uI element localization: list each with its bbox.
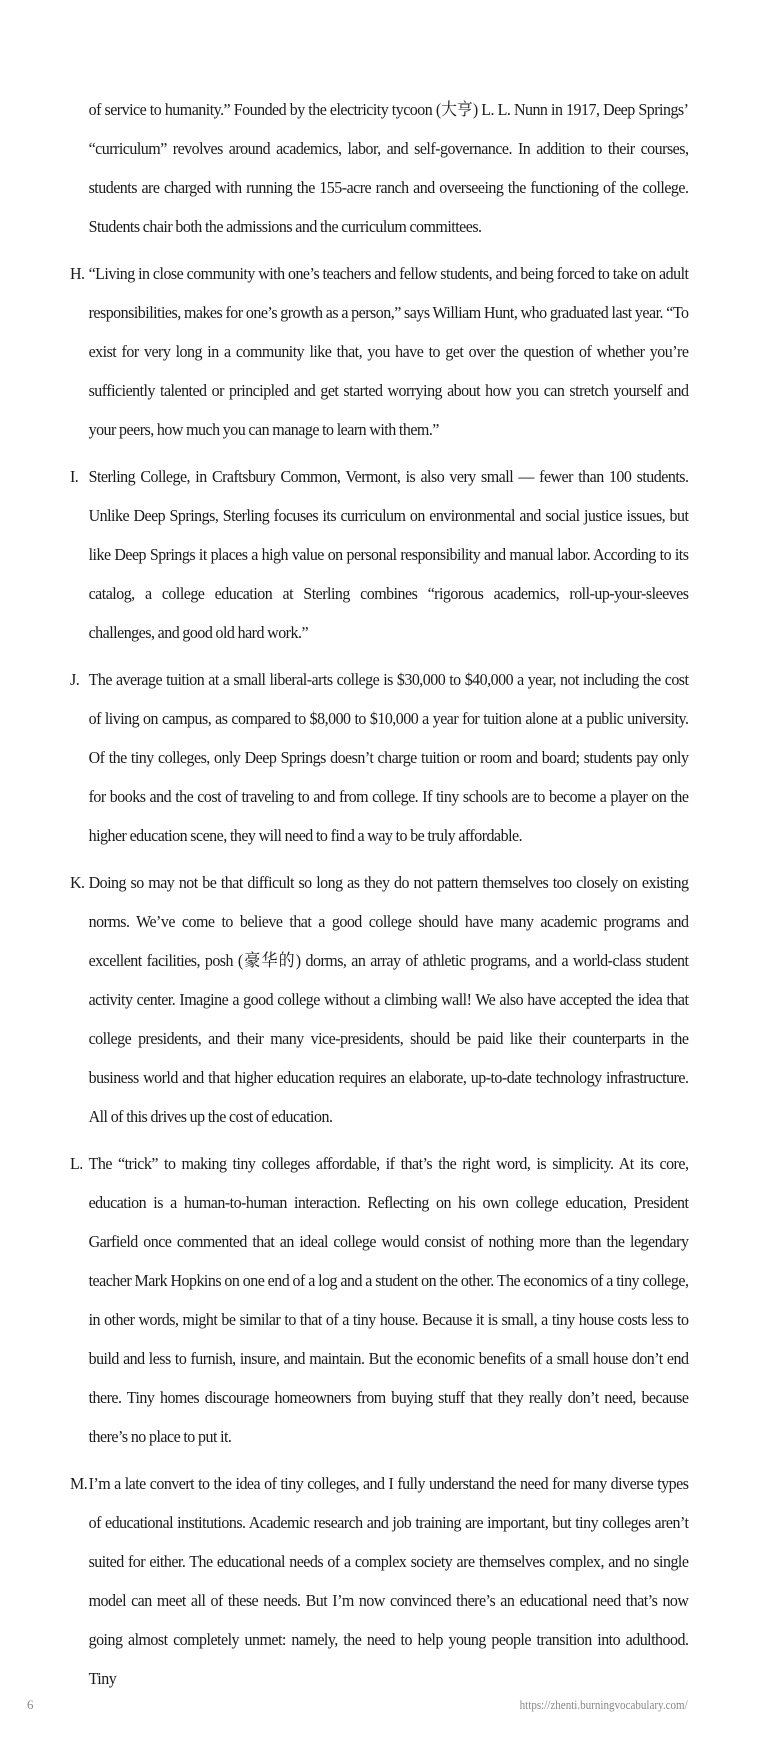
paragraph-label: L. (70, 1154, 83, 1173)
paragraph-j (70, 660, 688, 855)
paragraph-text: I’m a late convert to the idea of tiny colleges, and I fully understand the need for many diverse types of educational institutions. Academic research and job training are important, but tiny colleges aren’t suited for either. The educational needs of a complex society are themselves complex, and no single model can meet all of these needs. But I’m now convinced there’s an educational need that’s now going almost completely unmet: namely, the need to help young people transition into adulthood. Tiny (88, 1474, 689, 1688)
paragraph-label: M. (70, 1474, 88, 1493)
paragraph-text: The average tuition at a small liberal-arts college is $30,000 to $40,000 a year, not including the cost of living on campus, as compared to $8,000 to $10,000 a year for tuition alone at a public university. Of the tiny colleges, only Deep Springs doesn’t charge tuition or room and board; students pay only for books and the cost of traveling to and from college. If tiny schools are to become a player on the higher education scene, they will need to find a way to be truly affordable. (88, 670, 689, 845)
paragraph-label: J. (70, 670, 80, 689)
paragraph-text: Doing so may not be that difficult so long as they do not pattern themselves too closely on existing norms. We’ve come to believe that a good college should have many academic programs and excellent facilities, posh (豪华的) dorms, an array of athletic programs, and a world-class student activity center. Imagine a good college without a climbing wall! We also have accepted the idea that college presidents, and their many vice-presidents, should be paid like their counterparts in the business world and that higher education requires an elaborate, up-to-date technology infrastructure. All of this drives up the cost of education. (88, 873, 689, 1126)
paragraph-label: I. (70, 467, 79, 486)
paragraph-label: K. (70, 873, 85, 892)
paragraph-k (70, 863, 688, 1136)
paragraph-text: “Living in close community with one’s teachers and fellow students, and being forced to take on adult responsibilities, makes for one’s growth as a person,” says William Hunt, who graduated last year. “To exist for very long in a community like that, you have to get over the question of whether you’re sufficiently talented or principled and get started worrying about how you can stretch yourself and your peers, how much you can manage to learn with them.” (88, 264, 689, 439)
page-number: 6 (27, 1697, 34, 1712)
paragraph-text: The “trick” to making tiny colleges affordable, if that’s the right word, is simplicity. At its core, education is a human-to-human interaction. Reflecting on his own college education, President Garfield once commented that an ideal college would consist of nothing more than the legendary teacher Mark Hopkins on one end of a log and a student on the other. The economics of a tiny college, in other words, might be similar to that of a tiny house. Because it is small, a tiny house costs less to build and less to furnish, insure, and maintain. But the economic benefits of a small house don’t end there. Tiny homes discourage homeowners from buying stuff that they really don’t need, because there’s no place to put it. (88, 1154, 689, 1446)
paragraph-continued (70, 90, 688, 246)
paragraph-h (70, 254, 688, 449)
paragraph-l (70, 1144, 688, 1456)
paragraph-text: Sterling College, in Craftsbury Common, Vermont, is also very small — fewer than 100 students. Unlike Deep Springs, Sterling focuses its curriculum on environmental and social justice issues, but like Deep Springs it places a high value on personal responsibility and manual labor. According to its catalog, a college education at Sterling combines “rigorous academics, roll-up-your-sleeves challenges, and good old hard work.” (88, 467, 689, 642)
article-body (70, 90, 688, 1706)
paragraph-i (70, 457, 688, 652)
source-url: https://zhenti.burningvocabulary.com/ (519, 1697, 688, 1712)
paragraph-label: H. (70, 264, 85, 283)
paragraph-m (70, 1464, 688, 1698)
paragraph-text: of service to humanity.” Founded by the electricity tycoon (大亨) L. L. Nunn in 1917, Deep Springs’ “curriculum” revolves around academics, labor, and self-governance. In addition to their courses, students are charged with running the 155-acre ranch and overseeing the functioning of the college. Students chair both the admissions and the curriculum committees. (88, 100, 689, 236)
